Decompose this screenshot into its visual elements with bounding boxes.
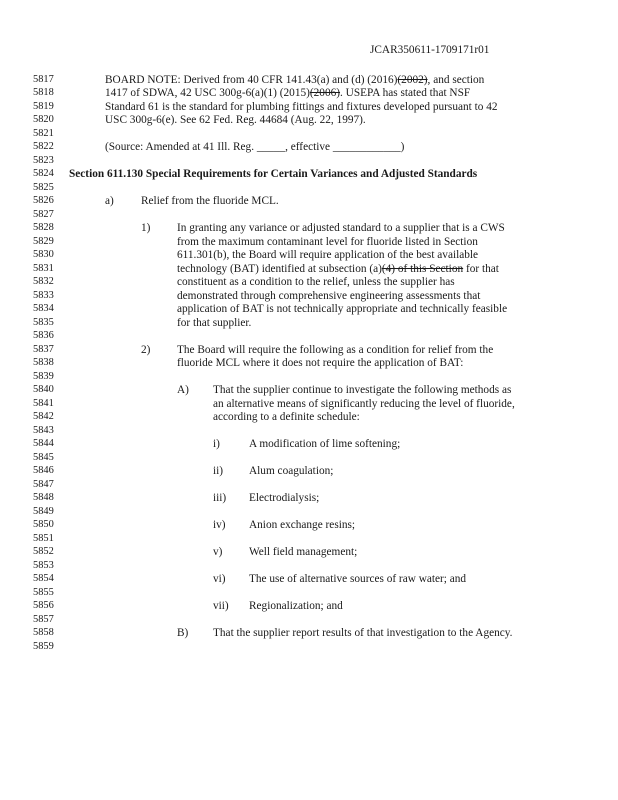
line-number: 5819 (33, 101, 54, 112)
paragraph-line: for that supplier. (177, 317, 252, 329)
line-number: 5831 (33, 263, 54, 274)
line-number: 5835 (33, 317, 54, 328)
document-id: JCAR350611-1709171r01 (370, 44, 490, 56)
paragraph-line: In granting any variance or adjusted standard to a supplier that is a CWS (177, 222, 505, 234)
line-number: 5823 (33, 155, 54, 166)
line-number: 5836 (33, 330, 54, 341)
board-note-line: BOARD NOTE: Derived from 40 CFR 141.43(a) and (d) (2016)(2002), and section (105, 74, 485, 86)
line-number: 5829 (33, 236, 54, 247)
paragraph-label: 2) (141, 344, 151, 356)
method-text: Anion exchange resins; (249, 519, 356, 531)
line-number: 5857 (33, 614, 54, 625)
line-number: 5842 (33, 411, 54, 422)
subparagraph-line: That the supplier continue to investigate the following methods as (213, 384, 512, 396)
paragraph-line: The Board will require the following as a condition for relief from the (177, 344, 494, 356)
struck-text: (2002) (397, 74, 428, 86)
line-number: 5858 (33, 627, 54, 638)
line-number: 5843 (33, 425, 54, 436)
section-heading: Section 611.130 Special Requirements for Certain Variances and Adjusted Standards (69, 168, 478, 180)
line-number: 5846 (33, 465, 54, 476)
method-label: iv) (213, 519, 226, 531)
method-label: vii) (213, 600, 229, 612)
paragraph-line: fluoride MCL where it does not require the application of BAT: (177, 357, 464, 369)
line-number: 5827 (33, 209, 54, 220)
line-number: 5824 (33, 168, 54, 179)
line-number: 5850 (33, 519, 54, 530)
line-number: 5854 (33, 573, 54, 584)
line-number: 5830 (33, 249, 54, 260)
line-number: 5817 (33, 74, 54, 85)
method-label: v) (213, 546, 223, 558)
method-text: Alum coagulation; (249, 465, 334, 477)
subparagraph-label: A) (177, 384, 189, 396)
line-number: 5840 (33, 384, 54, 395)
line-number: 5849 (33, 506, 54, 517)
paragraph-line: demonstrated through comprehensive engineering assessments that (177, 290, 481, 302)
line-number: 5851 (33, 533, 54, 544)
method-label: ii) (213, 465, 224, 477)
line-number: 5838 (33, 357, 54, 368)
line-number: 5820 (33, 114, 54, 125)
board-note-line: USC 300g-6(e). See 62 Fed. Reg. 44684 (Aug. 22, 1997). (105, 114, 366, 126)
line-number: 5855 (33, 587, 54, 598)
subsection-text: Relief from the fluoride MCL. (141, 195, 279, 207)
line-number: 5822 (33, 141, 54, 152)
struck-text: (4) of this Section (381, 263, 464, 275)
paragraph-line: application of BAT is not technically appropriate and technically feasible (177, 303, 508, 315)
line-number: 5848 (33, 492, 54, 503)
line-number: 5845 (33, 452, 54, 463)
method-label: iii) (213, 492, 227, 504)
line-number: 5821 (33, 128, 54, 139)
method-text: A modification of lime softening; (249, 438, 401, 450)
struck-text: (2006) (309, 87, 341, 99)
subparagraph-line: That the supplier report results of that investigation to the Agency. (213, 627, 513, 639)
line-number: 5834 (33, 303, 54, 314)
subparagraph-line: an alternative means of significantly reducing the level of fluoride, (213, 398, 515, 410)
method-text: Well field management; (249, 546, 358, 558)
subparagraph-label: B) (177, 627, 189, 639)
paragraph-line: 611.301(b), the Board will require application of the best available (177, 249, 479, 261)
line-number: 5832 (33, 276, 54, 287)
line-number: 5825 (33, 182, 54, 193)
line-number: 5818 (33, 87, 54, 98)
board-note-line: 1417 of SDWA, 42 USC 300g-6(a)(1) (2015)(2006). USEPA has stated that NSF (105, 87, 471, 99)
paragraph-line: constituent as a condition to the relief, unless the supplier has (177, 276, 455, 288)
method-label: i) (213, 438, 220, 450)
line-number: 5859 (33, 641, 54, 652)
line-number: 5847 (33, 479, 54, 490)
method-text: Electrodialysis; (249, 492, 320, 504)
line-number: 5844 (33, 438, 54, 449)
paragraph-line: technology (BAT) identified at subsection (a)(4) of this Section for that (177, 263, 499, 275)
paragraph-label: 1) (141, 222, 151, 234)
line-number: 5841 (33, 398, 54, 409)
subparagraph-line: according to a definite schedule: (213, 411, 360, 423)
line-number: 5828 (33, 222, 54, 233)
line-number: 5852 (33, 546, 54, 557)
line-number: 5826 (33, 195, 54, 206)
method-text: Regionalization; and (249, 600, 343, 612)
method-text: The use of alternative sources of raw water; and (249, 573, 467, 585)
line-number: 5833 (33, 290, 54, 301)
method-label: vi) (213, 573, 226, 585)
line-number: 5839 (33, 371, 54, 382)
line-number: 5837 (33, 344, 54, 355)
line-number: 5853 (33, 560, 54, 571)
board-note-line: Standard 61 is the standard for plumbing fittings and fixtures developed pursuant to 42 (105, 101, 498, 113)
source-note: (Source: Amended at 41 Ill. Reg. _____, effective ____________) (105, 141, 405, 153)
paragraph-line: from the maximum contaminant level for fluoride listed in Section (177, 236, 478, 248)
subsection-label: a) (105, 195, 114, 207)
line-number: 5856 (33, 600, 54, 611)
